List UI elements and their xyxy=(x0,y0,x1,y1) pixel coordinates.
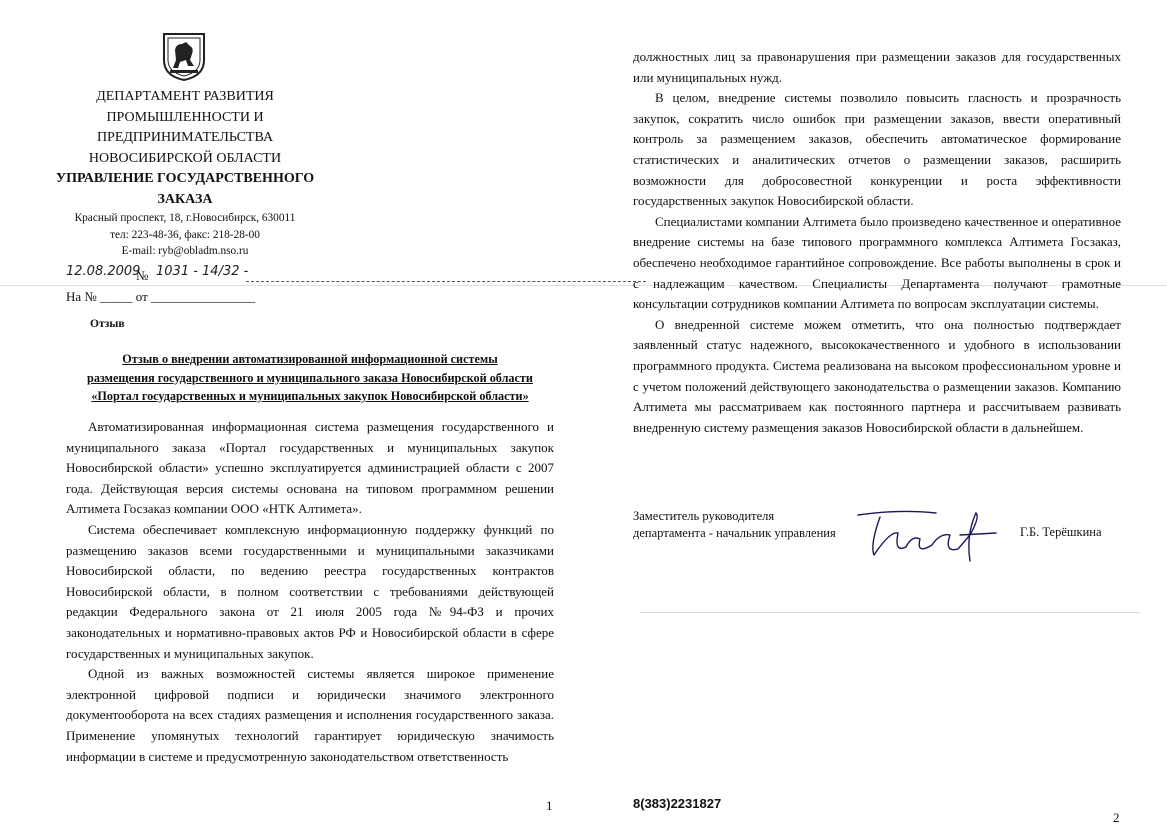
paragraph: Автоматизированная информационная система размещения государственного и муниципального заказа «Портал государственных и муниципальных закупок Новосибирской области» успешно эксплуатируется администрацией области с 2007 года. Действующая версия системы основана на типовом программном решении Алтимета Госзаказ компании ООО «НТК Алтимета». xyxy=(66,419,554,517)
page-number-right: 2 xyxy=(1113,810,1120,825)
body-left-column xyxy=(66,417,554,767)
reference-line: На № _____ от ________________ xyxy=(66,289,256,304)
contact-block xyxy=(40,210,330,260)
scan-artifact xyxy=(640,612,1140,613)
email: E-mail: ryb@obladm.nso.ru xyxy=(121,245,249,257)
title-line: Отзыв о внедрении автоматизированной информационной системы xyxy=(122,352,498,366)
position-line: Заместитель руководителя xyxy=(633,509,775,523)
phone-fax: тел: 223-48-36, факс: 218-28-00 xyxy=(110,228,260,241)
paragraph: должностных лиц за правонарушения при размещении заказов для государственных или муниципальных нужд. xyxy=(633,49,1121,85)
department-header xyxy=(40,87,330,210)
dept-line: ПРОМЫШЛЕННОСТИ И xyxy=(106,109,264,125)
handwritten-date: 12.08.2009 xyxy=(66,264,141,279)
coat-of-arms-icon xyxy=(160,30,208,82)
footer-phone: 8(383)2231827 xyxy=(633,796,722,811)
dept-line: ДЕПАРТАМЕНТ РАЗВИТИЯ xyxy=(96,89,274,104)
address: Красный проспект, 18, г.Новосибирск, 630011 xyxy=(74,212,296,224)
signatory-position xyxy=(633,508,836,542)
handwritten-signature-icon xyxy=(840,505,1000,563)
paragraph: Специалистами компании Алтимета было произведено качественное и оперативное внедрение системы на базе типового программного комплекса Алтимета Госзаказ, обеспечено необходимое гарантийное сопровождение. Все работы выполнены в срок и с надлежащим качеством. Специалисты Департамента получают грамотные консультации сотрудников компании Алтимета по вопросам эксплуатации системы. xyxy=(633,213,1121,312)
number-label: № xyxy=(136,268,149,283)
document-type: Отзыв xyxy=(90,318,125,330)
paragraph: О внедренной системе можем отметить, что она полностью подтверждает заявленный статус надежного, высококачественного и удобного в использовании программного продукта. Система реализована на высоком профессиональном уровне и с учетом положений действующего законодательства о размещении заказов. Компанию Алтимета мы рассматриваем как постоянного партнера и рассчитываем развивать внедренную систему размещения заказов Новосибирской области в дальнейшем. xyxy=(633,316,1121,435)
position-line: департамента - начальник управления xyxy=(633,526,836,540)
paragraph: В целом, внедрение системы позволило повысить гласность и прозрачность закупок, сократить число ошибок при размещении заказов, ввести оперативный контроль за размещением заказов, обеспечить автоматическое формирование статистических и аналитических отчетов о размещении заказов, расширить возможности для добросовестной конкуренции и роста эффективности государственных закупок Новосибирской области. xyxy=(633,90,1121,209)
handwritten-number: 1031 - 14/32 - xyxy=(156,264,249,279)
paragraph: Система обеспечивает комплексную информационную поддержку функций по размещению заказов всеми государственными и муниципальными заказчиками Новосибирской области, по ведению реестра государственных контрактов Новосибирской области, в полном соответствии с требованиями действующей редакции Федерального закона от 21 июля 2005 года №94-ФЗ и прочих законодательных и нормативно-правовых актов РФ и Новосибирской области в сфере государственных и муниципальных закупок. xyxy=(66,521,554,661)
title-line: «Портал государственных и муниципальных закупок Новосибирской области» xyxy=(91,389,529,403)
dept-line: ПРЕДПРИНИМАТЕЛЬСТВА xyxy=(96,130,274,145)
body-right-column xyxy=(633,47,1121,438)
page-number-left: 1 xyxy=(546,798,553,813)
signatory-name: Г.Б. Терёшкина xyxy=(1020,525,1102,539)
title-line: размещения государственного и муниципального заказа Новосибирской области xyxy=(87,370,533,385)
document-title xyxy=(60,350,560,406)
office-line: ЗАКАЗА xyxy=(157,191,213,207)
office-line: УПРАВЛЕНИЕ ГОСУДАРСТВЕННОГО xyxy=(55,171,315,186)
dept-line: НОВОСИБИРСКОЙ ОБЛАСТИ xyxy=(88,150,282,166)
paragraph: Одной из важных возможностей системы является широкое применение электронной цифровой подписи и юридически значимого электронного документооборота на всех стадиях размещения и исполнения государственного заказа. Применение упомянутых технологий гарантирует юридическую значимость информации в системе и предусмотренную законодательством ответственность xyxy=(66,666,554,764)
underline xyxy=(246,281,646,282)
outgoing-number-line xyxy=(66,264,626,286)
